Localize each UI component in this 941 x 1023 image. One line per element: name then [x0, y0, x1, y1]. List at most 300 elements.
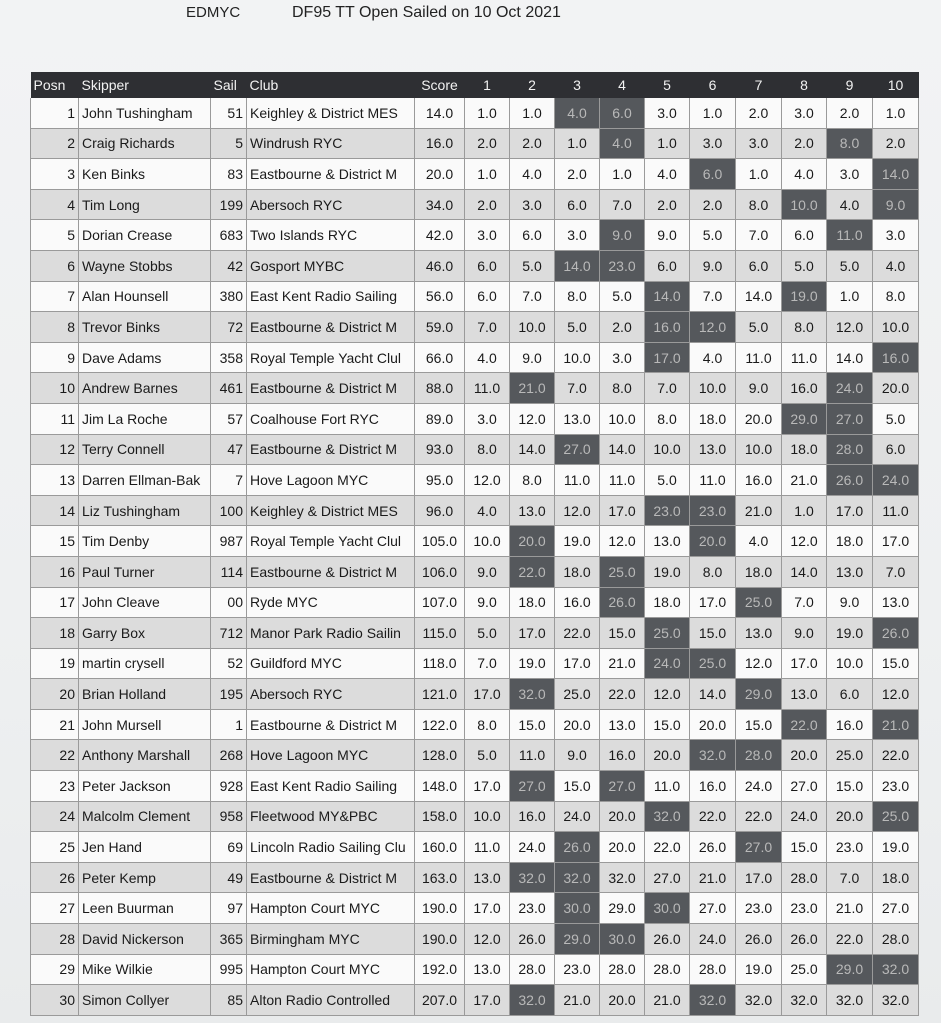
score-cell: 121.0	[415, 679, 465, 710]
race-result-cell: 1.0	[873, 98, 919, 128]
race-result-cell: 20.0	[600, 985, 645, 1016]
race-result-cell: 32.0	[510, 862, 555, 893]
column-header-race-9: 9	[827, 72, 873, 98]
race-result-cell: 9.0	[827, 587, 873, 618]
race-result-cell: 26.0	[510, 924, 555, 955]
race-result-cell: 21.0	[690, 862, 736, 893]
race-result-cell: 15.0	[645, 709, 690, 740]
race-result-cell: 1.0	[555, 128, 600, 159]
position-cell: 21	[31, 709, 79, 740]
race-result-cell: 23.0	[690, 495, 736, 526]
race-result-cell: 26.0	[827, 465, 873, 496]
race-result-cell: 26.0	[555, 832, 600, 863]
race-result-cell: 5.0	[873, 403, 919, 434]
race-result-cell: 11.0	[600, 465, 645, 496]
race-result-cell: 27.0	[555, 434, 600, 465]
race-result-cell: 29.0	[736, 679, 782, 710]
race-result-cell: 25.0	[827, 740, 873, 771]
score-cell: 107.0	[415, 587, 465, 618]
race-result-cell: 14.0	[510, 434, 555, 465]
race-result-cell: 1.0	[690, 98, 736, 128]
race-result-cell: 4.0	[827, 189, 873, 220]
race-result-cell: 4.0	[465, 495, 510, 526]
race-result-cell: 13.0	[827, 556, 873, 587]
race-result-cell: 18.0	[782, 434, 827, 465]
table-row	[31, 679, 919, 710]
race-result-cell: 1.0	[736, 159, 782, 190]
race-result-cell: 1.0	[465, 159, 510, 190]
race-result-cell: 21.0	[827, 893, 873, 924]
race-result-cell: 13.0	[782, 679, 827, 710]
race-result-cell: 24.0	[873, 465, 919, 496]
race-result-cell: 17.0	[600, 495, 645, 526]
score-cell: 42.0	[415, 220, 465, 251]
race-result-cell: 32.0	[690, 740, 736, 771]
race-result-cell: 5.0	[690, 220, 736, 251]
race-result-cell: 11.0	[465, 373, 510, 404]
race-result-cell: 11.0	[690, 465, 736, 496]
organisation-label: EDMYC	[186, 4, 241, 21]
race-result-cell: 9.0	[645, 220, 690, 251]
race-result-cell: 3.0	[510, 189, 555, 220]
race-result-cell: 26.0	[736, 924, 782, 955]
table-row	[31, 312, 919, 343]
race-result-cell: 2.0	[555, 159, 600, 190]
race-result-cell: 7.0	[827, 862, 873, 893]
skipper-cell: Wayne Stobbs	[79, 250, 211, 281]
column-header-race-5: 5	[645, 72, 690, 98]
sail-number-cell: 47	[211, 434, 247, 465]
table-row	[31, 893, 919, 924]
race-result-cell: 11.0	[736, 342, 782, 373]
race-result-cell: 9.0	[465, 556, 510, 587]
race-result-cell: 9.0	[465, 587, 510, 618]
race-result-cell: 27.0	[873, 893, 919, 924]
race-result-cell: 6.0	[782, 220, 827, 251]
header-row	[31, 72, 919, 98]
race-result-cell: 21.0	[555, 985, 600, 1016]
score-cell: 163.0	[415, 862, 465, 893]
table-row	[31, 220, 919, 251]
race-result-cell: 14.0	[645, 281, 690, 312]
race-result-cell: 5.0	[510, 250, 555, 281]
position-cell: 17	[31, 587, 79, 618]
race-result-cell: 26.0	[690, 832, 736, 863]
club-cell: Hove Lagoon MYC	[247, 465, 415, 496]
skipper-cell: Paul Turner	[79, 556, 211, 587]
column-header-race-8: 8	[782, 72, 827, 98]
table-row	[31, 342, 919, 373]
race-result-cell: 1.0	[465, 98, 510, 128]
race-result-cell: 13.0	[465, 954, 510, 985]
race-result-cell: 28.0	[782, 862, 827, 893]
score-cell: 59.0	[415, 312, 465, 343]
race-result-cell: 17.0	[736, 862, 782, 893]
race-result-cell: 26.0	[600, 587, 645, 618]
race-result-cell: 2.0	[690, 189, 736, 220]
sail-number-cell: 958	[211, 801, 247, 832]
club-cell: Birmingham MYC	[247, 924, 415, 955]
position-cell: 5	[31, 220, 79, 251]
table-header	[31, 72, 919, 98]
race-result-cell: 32.0	[510, 985, 555, 1016]
skipper-cell: Darren Ellman-Bak	[79, 465, 211, 496]
race-result-cell: 32.0	[555, 862, 600, 893]
race-result-cell: 3.0	[465, 220, 510, 251]
score-cell: 14.0	[415, 98, 465, 128]
score-cell: 158.0	[415, 801, 465, 832]
race-result-cell: 7.0	[510, 281, 555, 312]
race-result-cell: 24.0	[555, 801, 600, 832]
score-cell: 128.0	[415, 740, 465, 771]
race-result-cell: 16.0	[690, 771, 736, 802]
race-result-cell: 27.0	[690, 893, 736, 924]
race-result-cell: 20.0	[873, 373, 919, 404]
race-result-cell: 32.0	[510, 679, 555, 710]
sail-number-cell: 85	[211, 985, 247, 1016]
race-result-cell: 22.0	[600, 679, 645, 710]
race-result-cell: 10.0	[690, 373, 736, 404]
race-result-cell: 22.0	[690, 801, 736, 832]
race-result-cell: 12.0	[465, 924, 510, 955]
race-result-cell: 6.0	[510, 220, 555, 251]
position-cell: 4	[31, 189, 79, 220]
skipper-cell: Peter Kemp	[79, 862, 211, 893]
column-header-race-10: 10	[873, 72, 919, 98]
race-result-cell: 18.0	[510, 587, 555, 618]
race-result-cell: 10.0	[465, 526, 510, 557]
race-result-cell: 25.0	[690, 648, 736, 679]
race-result-cell: 17.0	[782, 648, 827, 679]
race-result-cell: 8.0	[873, 281, 919, 312]
score-cell: 46.0	[415, 250, 465, 281]
race-result-cell: 1.0	[782, 495, 827, 526]
race-result-cell: 20.0	[510, 526, 555, 557]
club-cell: Two Islands RYC	[247, 220, 415, 251]
position-cell: 13	[31, 465, 79, 496]
race-result-cell: 24.0	[690, 924, 736, 955]
club-cell: Eastbourne & District M	[247, 862, 415, 893]
race-result-cell: 2.0	[873, 128, 919, 159]
race-result-cell: 11.0	[465, 832, 510, 863]
position-cell: 25	[31, 832, 79, 863]
race-result-cell: 30.0	[555, 893, 600, 924]
race-result-cell: 2.0	[510, 128, 555, 159]
club-cell: Abersoch RYC	[247, 679, 415, 710]
race-result-cell: 5.0	[645, 465, 690, 496]
race-result-cell: 1.0	[827, 281, 873, 312]
race-result-cell: 6.0	[465, 250, 510, 281]
race-result-cell: 32.0	[782, 985, 827, 1016]
race-result-cell: 6.0	[736, 250, 782, 281]
column-header-race-3: 3	[555, 72, 600, 98]
race-result-cell: 8.0	[645, 403, 690, 434]
race-result-cell: 7.0	[600, 189, 645, 220]
club-cell: Eastbourne & District M	[247, 373, 415, 404]
race-result-cell: 11.0	[645, 771, 690, 802]
race-result-cell: 23.0	[600, 250, 645, 281]
race-result-cell: 23.0	[555, 954, 600, 985]
race-result-cell: 9.0	[782, 618, 827, 649]
skipper-cell: John Tushingham	[79, 98, 211, 128]
race-result-cell: 21.0	[645, 985, 690, 1016]
skipper-cell: Trevor Binks	[79, 312, 211, 343]
table-row	[31, 281, 919, 312]
race-result-cell: 24.0	[736, 771, 782, 802]
race-result-cell: 23.0	[827, 832, 873, 863]
race-result-cell: 20.0	[555, 709, 600, 740]
race-result-cell: 17.0	[465, 771, 510, 802]
table-row	[31, 618, 919, 649]
race-result-cell: 1.0	[600, 159, 645, 190]
position-cell: 9	[31, 342, 79, 373]
score-cell: 16.0	[415, 128, 465, 159]
race-result-cell: 25.0	[600, 556, 645, 587]
race-result-cell: 20.0	[600, 832, 645, 863]
race-result-cell: 12.0	[645, 679, 690, 710]
race-result-cell: 5.0	[827, 250, 873, 281]
skipper-cell: Jen Hand	[79, 832, 211, 863]
race-result-cell: 17.0	[827, 495, 873, 526]
skipper-cell: Dave Adams	[79, 342, 211, 373]
race-result-cell: 20.0	[690, 709, 736, 740]
race-result-cell: 4.0	[510, 159, 555, 190]
score-cell: 56.0	[415, 281, 465, 312]
club-cell: Keighley & District MES	[247, 98, 415, 128]
race-result-cell: 8.0	[827, 128, 873, 159]
table-row	[31, 526, 919, 557]
position-cell: 23	[31, 771, 79, 802]
race-result-cell: 4.0	[736, 526, 782, 557]
race-result-cell: 4.0	[555, 98, 600, 128]
race-result-cell: 10.0	[736, 434, 782, 465]
table-row	[31, 403, 919, 434]
race-result-cell: 19.0	[736, 954, 782, 985]
score-cell: 66.0	[415, 342, 465, 373]
race-result-cell: 22.0	[510, 556, 555, 587]
skipper-cell: Mike Wilkie	[79, 954, 211, 985]
race-result-cell: 9.0	[736, 373, 782, 404]
table-row	[31, 587, 919, 618]
race-result-cell: 28.0	[645, 954, 690, 985]
position-cell: 24	[31, 801, 79, 832]
club-cell: Manor Park Radio Sailin	[247, 618, 415, 649]
club-cell: Windrush RYC	[247, 128, 415, 159]
club-cell: East Kent Radio Sailing	[247, 281, 415, 312]
club-cell: Gosport MYBC	[247, 250, 415, 281]
race-result-cell: 16.0	[782, 373, 827, 404]
table-row	[31, 709, 919, 740]
race-result-cell: 20.0	[736, 403, 782, 434]
race-result-cell: 24.0	[827, 373, 873, 404]
race-result-cell: 8.0	[465, 434, 510, 465]
skipper-cell: Simon Collyer	[79, 985, 211, 1016]
score-cell: 89.0	[415, 403, 465, 434]
race-result-cell: 7.0	[690, 281, 736, 312]
race-result-cell: 10.0	[873, 312, 919, 343]
race-result-cell: 4.0	[782, 159, 827, 190]
club-cell: Coalhouse Fort RYC	[247, 403, 415, 434]
race-result-cell: 5.0	[465, 740, 510, 771]
club-cell: Royal Temple Yacht Clul	[247, 526, 415, 557]
race-result-cell: 12.0	[600, 526, 645, 557]
race-result-cell: 11.0	[555, 465, 600, 496]
race-result-cell: 32.0	[827, 985, 873, 1016]
sail-number-cell: 42	[211, 250, 247, 281]
race-result-cell: 22.0	[736, 801, 782, 832]
score-cell: 207.0	[415, 985, 465, 1016]
skipper-cell: Peter Jackson	[79, 771, 211, 802]
race-result-cell: 14.0	[782, 556, 827, 587]
race-result-cell: 28.0	[736, 740, 782, 771]
race-result-cell: 15.0	[736, 709, 782, 740]
race-result-cell: 19.0	[782, 281, 827, 312]
race-result-cell: 24.0	[645, 648, 690, 679]
race-result-cell: 13.0	[510, 495, 555, 526]
club-cell: Ryde MYC	[247, 587, 415, 618]
race-result-cell: 18.0	[873, 862, 919, 893]
table-row	[31, 98, 919, 128]
race-result-cell: 21.0	[600, 648, 645, 679]
race-result-cell: 20.0	[827, 801, 873, 832]
race-result-cell: 13.0	[645, 526, 690, 557]
race-result-cell: 16.0	[645, 312, 690, 343]
race-result-cell: 6.0	[827, 679, 873, 710]
race-result-cell: 28.0	[600, 954, 645, 985]
race-result-cell: 29.0	[600, 893, 645, 924]
skipper-cell: Dorian Crease	[79, 220, 211, 251]
race-result-cell: 27.0	[600, 771, 645, 802]
race-result-cell: 12.0	[827, 312, 873, 343]
score-cell: 160.0	[415, 832, 465, 863]
table-row	[31, 250, 919, 281]
race-result-cell: 22.0	[555, 618, 600, 649]
table-row	[31, 924, 919, 955]
race-result-cell: 27.0	[827, 403, 873, 434]
sail-number-cell: 49	[211, 862, 247, 893]
race-result-cell: 4.0	[690, 342, 736, 373]
race-result-cell: 12.0	[510, 403, 555, 434]
race-result-cell: 16.0	[510, 801, 555, 832]
race-result-cell: 12.0	[690, 312, 736, 343]
sail-number-cell: 69	[211, 832, 247, 863]
score-cell: 20.0	[415, 159, 465, 190]
race-result-cell: 29.0	[555, 924, 600, 955]
skipper-cell: Brian Holland	[79, 679, 211, 710]
race-result-cell: 17.0	[465, 893, 510, 924]
club-cell: Hampton Court MYC	[247, 893, 415, 924]
race-result-cell: 32.0	[873, 954, 919, 985]
race-result-cell: 28.0	[827, 434, 873, 465]
skipper-cell: Tim Denby	[79, 526, 211, 557]
race-result-cell: 17.0	[510, 618, 555, 649]
score-cell: 190.0	[415, 924, 465, 955]
score-cell: 88.0	[415, 373, 465, 404]
race-result-cell: 16.0	[555, 587, 600, 618]
race-result-cell: 6.0	[645, 250, 690, 281]
sail-number-cell: 00	[211, 587, 247, 618]
race-result-cell: 3.0	[782, 98, 827, 128]
club-cell: Eastbourne & District M	[247, 709, 415, 740]
race-result-cell: 3.0	[827, 159, 873, 190]
race-result-cell: 27.0	[645, 862, 690, 893]
race-result-cell: 20.0	[600, 801, 645, 832]
sail-number-cell: 97	[211, 893, 247, 924]
race-result-cell: 17.0	[465, 679, 510, 710]
race-result-cell: 5.0	[736, 312, 782, 343]
race-result-cell: 19.0	[645, 556, 690, 587]
sail-number-cell: 114	[211, 556, 247, 587]
race-result-cell: 19.0	[510, 648, 555, 679]
skipper-cell: Malcolm Clement	[79, 801, 211, 832]
race-result-cell: 9.0	[555, 740, 600, 771]
race-result-cell: 26.0	[645, 924, 690, 955]
race-result-cell: 9.0	[600, 220, 645, 251]
club-cell: Royal Temple Yacht Clul	[247, 342, 415, 373]
race-result-cell: 32.0	[645, 801, 690, 832]
race-result-cell: 1.0	[645, 128, 690, 159]
race-result-cell: 21.0	[782, 465, 827, 496]
club-cell: Hove Lagoon MYC	[247, 740, 415, 771]
race-result-cell: 3.0	[690, 128, 736, 159]
sail-number-cell: 380	[211, 281, 247, 312]
race-result-cell: 4.0	[600, 128, 645, 159]
race-result-cell: 21.0	[736, 495, 782, 526]
race-result-cell: 8.0	[736, 189, 782, 220]
race-result-cell: 13.0	[736, 618, 782, 649]
position-cell: 20	[31, 679, 79, 710]
sail-number-cell: 358	[211, 342, 247, 373]
race-result-cell: 12.0	[555, 495, 600, 526]
column-header-race-2: 2	[510, 72, 555, 98]
race-result-cell: 25.0	[873, 801, 919, 832]
race-result-cell: 15.0	[873, 648, 919, 679]
sail-number-cell: 52	[211, 648, 247, 679]
race-result-cell: 2.0	[465, 128, 510, 159]
race-result-cell: 13.0	[555, 403, 600, 434]
skipper-cell: Andrew Barnes	[79, 373, 211, 404]
table-row	[31, 832, 919, 863]
race-result-cell: 21.0	[873, 709, 919, 740]
race-result-cell: 21.0	[510, 373, 555, 404]
position-cell: 12	[31, 434, 79, 465]
score-cell: 93.0	[415, 434, 465, 465]
race-result-cell: 7.0	[555, 373, 600, 404]
table-body	[31, 98, 919, 1015]
race-result-cell: 15.0	[510, 709, 555, 740]
race-result-cell: 14.0	[736, 281, 782, 312]
table-row	[31, 128, 919, 159]
race-result-cell: 28.0	[690, 954, 736, 985]
race-result-cell: 18.0	[690, 403, 736, 434]
sail-number-cell: 683	[211, 220, 247, 251]
club-cell: Eastbourne & District M	[247, 434, 415, 465]
race-result-cell: 25.0	[782, 954, 827, 985]
race-result-cell: 10.0	[555, 342, 600, 373]
skipper-cell: John Cleave	[79, 587, 211, 618]
race-result-cell: 19.0	[555, 526, 600, 557]
race-result-cell: 17.0	[690, 587, 736, 618]
race-result-cell: 12.0	[465, 465, 510, 496]
race-result-cell: 6.0	[873, 434, 919, 465]
score-cell: 95.0	[415, 465, 465, 496]
position-cell: 26	[31, 862, 79, 893]
race-result-cell: 11.0	[873, 495, 919, 526]
score-cell: 34.0	[415, 189, 465, 220]
position-cell: 30	[31, 985, 79, 1016]
event-title: DF95 TT Open Sailed on 10 Oct 2021	[292, 4, 561, 21]
sail-number-cell: 987	[211, 526, 247, 557]
